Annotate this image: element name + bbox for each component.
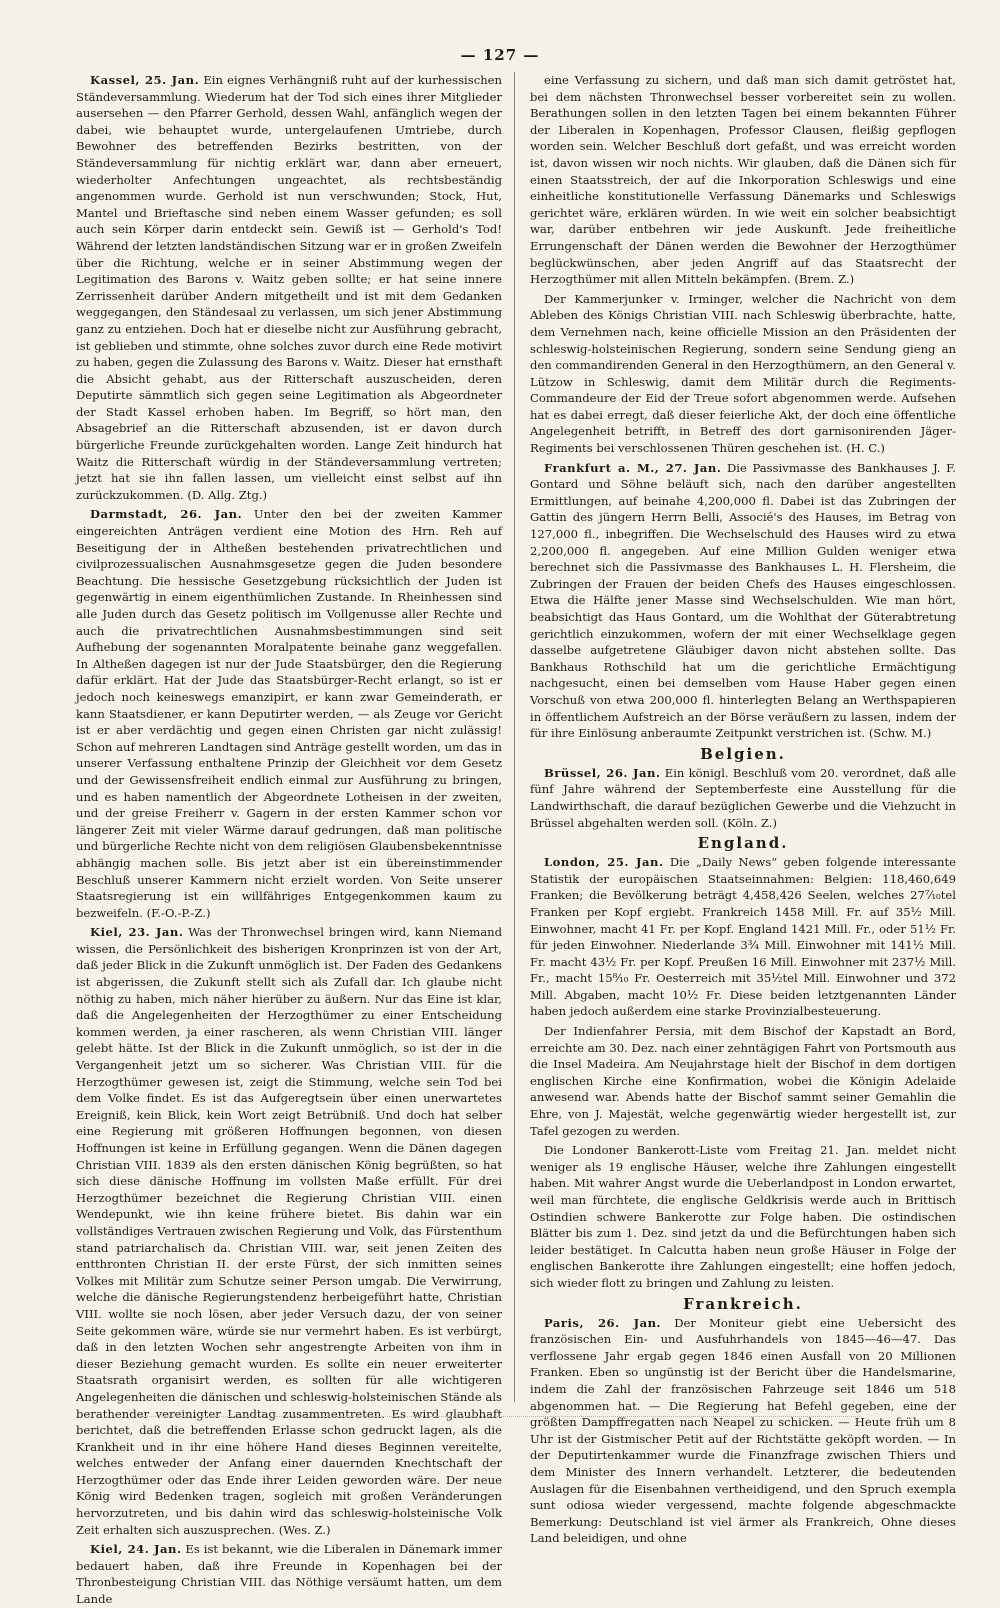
article-body: Der Indienfahrer Persia, mit dem Bischof der Kapstadt an Bord, erreichte am 30. Dez. nach einer zehntägigen Fahrt von Portsmouth aus die Insel Madeira. Am Neujahrstage hielt der Bischof in dem dortigen englischen Kirche eine Konfirmation, wobei die Königin Adelaide anwesend war. Abends hatte der Bischof sammt seiner Gemahlin die Ehre, von J. Majestät, welche gegenwärtig wieder hergestellt ist, zur Tafel gezogen zu werden. xyxy=(530,1024,956,1138)
section-heading: Frankreich. xyxy=(683,1294,803,1313)
article-body: Die Londoner Bankerott-Liste vom Freitag 21. Jan. meldet nicht weniger als 19 englische Häuser, welche ihre Zahlungen eingestellt haben. Mit wahrer Angst wurde die Ueberlandpost in London erwartet, weil man fürchtete, die englische Geldkrisis werde auch in Brittisch Ostindien schwere Bankerotte zur Folge haben. Die ostindischen Blätter bis zum 1. Dez. sind jetzt da und die Befürchtungen haben sich leider bestätiget. In Calcutta haben neun große Häuser in Folge der englischen Bankerotte ihre Zahlungen eingestellt; eine hoffen jedoch, sich wieder flott zu bringen und Zahlung zu leisten. xyxy=(530,1143,956,1290)
article-body: Der Kammerjunker v. Irminger, welcher die Nachricht von dem Ableben des Königs Christian VIII. nach Schleswig überbrachte, hatte, dem Vernehmen nach, keine officielle Mission an den Präsidenten der schleswig-holsteinischen Regierung, sondern seine Sendung gieng an den commandirenden General in den Herzogthümern, an den General v. Lützow in Schleswig, damit dem Militär durch die Regiments-Commandeure der Eid der Treue sofort abgenommen werde. Aufsehen hat es dabei erregt, daß dieser feierliche Akt, der doch eine öffentliche Angelegenheit betrifft, in Betreff des dort garnisonirenden Jäger-Regiments bei verschlossenen Thüren geschehen ist. (H. C.) xyxy=(530,291,956,456)
article-paragraph xyxy=(76,506,502,921)
article-paragraph xyxy=(530,1023,956,1139)
page-number: — 127 — xyxy=(460,46,540,64)
section-heading: England. xyxy=(697,834,789,853)
article-body: Ein königl. Beschluß vom 20. verordnet, daß alle fünf Jahre während der Septemberfeste eine Ausstellung für die Landwirthschaft, die darauf bezüglichen Gewerbe und die Viehzucht in Brüssel abgehalten werden soll. (Köln. Z.) xyxy=(530,765,956,830)
article-paragraph xyxy=(76,924,502,1538)
article-body: Was der Thronwechsel bringen wird, kann Niemand wissen, die Persönlichkeit des bisherigen Kronprinzen ist von der Art, daß jeder Blick in die Zukunft unmöglich ist. Der Faden des Gedankens ist abgerissen, die Zukunft stellt sich als Zufall dar. Ich glaube nicht nöthig zu haben, mich näher hierüber zu äußern. Nur das Eine ist klar, daß die Angelegenheiten der Herzogthümer zu einer Entscheidung kommen werden, ja einer rascheren, als wenn Christian VIII. länger gelebt hätte. Ist der Blick in die Zukunft unmöglich, so ist der in die Vergangenheit jetzt um so sicherer. Was Christian VIII. für die Herzogthümer gewesen ist, zeigt die Stimmung, welche sein Tod bei dem Volke findet. Es ist das Aufgeregtsein über einen unerwartetes Ereigniß, kein Blick, kein Wort zeigt Betrübniß. Und doch hat selber eine Regierung mit größeren Hoffnungen begonnen, von diesen Hoffnungen ist keine in Erfüllung gegangen. Wenn die Dänen dagegen Christian VIII. 1839 als den ersten dänischen König begrüßten, so hat sich diese dänische Hoffnung im vollsten Maße erfüllt. Für drei Herzogthümer bezeichnet die Regierung Christian VIII. einen Wendepunkt, wie ihn keine frühere bietet. Bis dahin war ein vollständiges Vertrauen zwischen Regierung und Volk, das Fürstenthum stand patriarchalisch da. Christian VIII. war, seit jenen Zeiten des entthronten Christian II. der erste Fürst, der sich inmitten seines Volkes mit Militär zum Schutze seiner Person umgab. Die Verwirrung, welche die dänische Regierungstendenz herbeigeführt hatte, Christian VIII. wollte sie noch lösen, aber jeder Versuch dazu, der von seiner Seite gekommen wäre, würde sie nur vermehrt haben. Es ist verbürgt, daß in den letzten Wochen sehr angestrengte Arbeiten von ihm in dieser Beziehung gemacht wurden. Es sollte ein neuer erweiterter Staatsrath organisirt werden, es sollten für alle wichtigeren Angelegenheiten die dänischen und schleswig-holsteinischen Stände als berathender vereinigter Landtag zusammentreten. Es wird glaubhaft berichtet, daß die betreffenden Erlasse schon gedruckt lagen, als die Krankheit und in ihr eine höhere Hand dieses Beginnen vereitelte, welches entweder der Anfang einer dauernden Knechtschaft der Herzogthümer oder das Ende ihrer Leiden geworden wäre. Der neue König wird Bedenken tragen, sogleich mit großen Veränderungen hervorzutreten, und bis dahin wird das schleswig-holsteinische Volk Zeit erhalten sich auszusprechen. (Wes. Z.) xyxy=(76,925,502,1537)
article-body: Die Passivmasse des Bankhauses J. F. Gontard und Söhne beläuft sich, nach den darüber angestellten Ermittlungen, auf beinahe 4,200,000 fl. Dabei ist das Zubringen der Gattin des jüngern Herrn Belli, Associé's des Hauses, im Betrag von 127,000 fl., inbegriffen. Die Wechselschuld des Hauses wird zu etwa 2,200,000 fl. angegeben. Auf eine Million Gulden weniger etwa berechnet sich die Passivmasse des Bankhauses L. H. Flersheim, die Zubringen der Frauen der beiden Chefs des Hauses eingeschlossen. Etwa die Hälfte jener Masse sind Wechselschulden. Wie man hört, beabsichtigt das Haus Gontard, um die Wohlthat der Güterabtretung gerichtlich einzukommen, wofern der mit einer Wechselklage gegen dasselbe aufgetretene Gläubiger davon nicht abstehen sollte. Das Bankhaus Rothschild hat um die gerichtliche Ermächtigung nachgesucht, einen bei demselben vom Hause Haber gegen einen Vorschuß von etwa 200,000 fl. hinterlegten Belang an Werthspapieren in öffentlichem Aufstreich an der Börse veräußern zu lassen, indem der für ihre Einlösung anberaumte Zeitpunkt verstrichen ist. (Schw. M.) xyxy=(530,460,956,741)
dateline: Paris, 26. Jan. xyxy=(544,1315,662,1330)
article-paragraph xyxy=(530,460,956,742)
article-body: Ein eignes Verhängniß ruht auf der kurhessischen Ständeversammlung. Wiederum hat der Tod sich eines ihrer Mitglieder ausersehen — den Pfarrer Gerhold, dessen Wahl, anfänglich wegen der dabei, wie behauptet wurde, untergelaufenen Umtriebe, durch Bewohner des betreffenden Bezirks bestritten, von der Ständeversammlung für nichtig erklärt war, dann aber erneuert, wiederholter Anfechtungen ungeachtet, als rechtsbeständig angenommen wurde. Gerhold ist nun verschwunden; Stock, Hut, Mantel und Brieftasche sind neben einem Wasser gefunden; es soll auch sein Körper darin entdeckt sein. Gewiß ist — Gerhold's Tod! Während der letzten landständischen Sitzung war er in großen Zweifeln über die Richtung, welche er in seiner Abstimmung wegen der Legitimation des Barons v. Waitz geben sollte; er hat seine innere Zerrissenheit darüber Andern mitgetheilt und ist mit dem Gedanken weggegangen, den Ständesaal zu verlassen, um sich jener Abstimmung ganz zu entziehen. Doch hat er dieselbe nicht zur Ausführung gebracht, ist geblieben und stimmte, ohne solches zuvor durch eine Rede motivirt zu haben, gegen die Zulassung des Barons v. Waitz. Dieser hat ernsthaft die Absicht gehabt, aus der Ritterschaft auszuscheiden, deren Deputirte sämmtlich sich gegen seine Legitimation als Abgeordneter der Stadt Kassel erhoben haben. Im Begriff, so hört man, den Absagebrief an die Ritterschaft abzusenden, ist er davon durch bürgerliche Freunde zurückgehalten worden. Lange Zeit hindurch hat Waitz die Ritterschaft würdig in der Ständeversammlung vertreten; jetzt hat sie ihn fallen lassen, um vielleicht einst selbst auf ihn zurückzukommen. (D. Allg. Ztg.) xyxy=(76,73,502,502)
dateline: Darmstadt, 26. Jan. xyxy=(90,507,243,522)
left-column xyxy=(76,72,503,1607)
footer-rule xyxy=(140,1416,860,1427)
dateline: Kassel, 25. Jan. xyxy=(90,73,200,87)
dateline: London, 25. Jan. xyxy=(544,855,664,870)
column-divider xyxy=(514,72,515,1402)
article-paragraph xyxy=(530,72,956,288)
right-column xyxy=(530,72,957,1546)
dateline: Frankfurt a. M., 27. Jan. xyxy=(544,460,722,475)
dateline: Kiel, 24. Jan. xyxy=(90,1542,182,1557)
article-paragraph xyxy=(530,291,956,457)
dateline: Kiel, 23. Jan. xyxy=(90,925,184,940)
dateline: Brüssel, 26. Jan. xyxy=(544,765,661,780)
article-paragraph xyxy=(530,854,956,1020)
article-body: Die „Daily News“ geben folgende interessante Statistik der europäischen Staatseinnahmen: Belgien: 118,460,649 Franken; die Bevölkerung beträgt 4,458,426 Seelen, welches 27⁷⁄₁₀tel Franken per Kopf ergiebt. Frankreich 1458 Mill. Fr. auf 35¹⁄₂ Mill. Einwohner, macht 41 Fr. per Kopf. England 1421 Mill. Fr., oder 51¹⁄₂ Fr. für jeden Einwohner. Niederlande 3³⁄₄ Mill. Einwohner mit 141¹⁄₂ Mill. Fr. macht 43¹⁄₂ Fr. per Kopf. Preußen 16 Mill. Einwohner mit 237¹⁄₂ Mill. Fr., macht 15⁸⁄₁₀ Fr. Oesterreich mit 35¹⁄₂tel Mill. Einwohner und 372 Mill. Abgaben, macht 10¹⁄₂ Fr. Diese beiden letztgenannten Länder haben jedoch außerdem eine starke Provinzialbesteuerung. xyxy=(530,855,957,1019)
article-body: Der Moniteur giebt eine Uebersicht des französischen Ein- und Ausfuhrhandels von 1845—46—47. Das verflossene Jahr ergab gegen 1846 einen Ausfall von 20 Millionen Franken. Eben so ungünstig ist der Bericht über die Handelsmarine, indem die Zahl der französischen Fahrzeuge seit 1846 um 518 abgenommen hat. — Die Regierung hat Befehl gegeben, eine der größten Dampffregatten nach Neapel zu schicken. — Heute früh um 8 Uhr ist der Gistmischer Petit auf der Richtstätte geköpft worden. — In der Deputirtenkammer wurde die Finanzfrage zwischen Thiers und dem Minister des Innern verhandelt. Letzterer, die bedeutenden Auslagen für die Eisenbahnen vertheidigend, und den Spruch exempla sunt odiosa wieder vergessend, machte folgende abgeschmackte Bemerkung: Deutschland ist viel ärmer als Frankreich, Ohne dieses Land beleidigen, und ohne xyxy=(530,1315,956,1546)
article-body: Es ist bekannt, wie die Liberalen in Dänemark immer bedauert haben, daß ihre Freunde in Kopenhagen bei der Thronbesteigung Christian VIII. das Nöthige versäumt hatten, um dem Lande xyxy=(76,1542,502,1607)
article-paragraph xyxy=(530,765,956,831)
columns xyxy=(76,72,957,1607)
article-paragraph xyxy=(530,1315,956,1547)
article-paragraph xyxy=(76,72,502,503)
article-body: Unter den bei der zweiten Kammer eingereichten Anträgen verdient eine Motion des Hrn. Reh auf Beseitigung der in Altheßen bestehenden privatrechtlichen und civilprozessualischen Ausnahmsgesetze gegen die Juden besondere Beachtung. Die hessische Gesetzgebung rücksichtlich der Juden ist gegenwärtig in einem eigenthümlichen Zustande. In Rheinhessen sind alle Juden durch das Gesetz politisch im Vollgenusse aller Rechte und auch die privatrechtlichen Ausnahmsbestimmungen sind seit Aufhebung der sogenannten Moralpatente beinahe ganz weggefallen. In Altheßen dagegen ist nur der Jude Staatsbürger, den die Regierung dafür erklärt. Hat der Jude das Staatsbürger-Recht erlangt, so ist er jedoch noch keineswegs emanzipirt, er kann zwar Gemeinderath, er kann Staatsdiener, er kann Deputirter werden, — als Zeuge vor Gericht ist er aber verdächtig und gegen einen Christen gar nicht zulässig! Schon auf mehreren Landtagen sind Anträge gestellt worden, um das in unserer Verfassung enthaltene Prinzip der Gleichheit vor dem Gesetz und der Gewissensfreiheit endlich einmal zur Ausführung zu bringen, und es haben namentlich der Abgeordnete Lotheisen in der zweiten, und der greise Freiherr v. Gagern in der ersten Kammer schon vor längerer Zeit mit vieler Wärme darauf gedrungen, daß man politische und bürgerliche Rechte nicht von dem religiösen Glaubensbekenntnisse abhängig machen solle. Bis jetzt aber ist ein übereinstimmender Beschluß unserer Kammern nicht erzielt worden. Von Seite unserer Staatsregierung ist ein willfähriges Entgegenkommen kaum zu bezweifeln. (F.-O.-P.-Z.) xyxy=(76,507,503,920)
article-body: eine Verfassung zu sichern, und daß man sich damit getröstet hat, bei dem nächsten Thronwechsel besser vorbereitet sein zu wollen. Berathungen sollen in den letzten Tagen bei einem bekannten Führer der Liberalen in Kopenhagen, Professor Clausen, fleißig gepflogen worden sein. Welcher Beschluß dort gefaßt, und was erreicht worden ist, davon wissen wir noch nichts. Wir glauben, daß die Dänen sich für einen Staatsstreich, der auf die Inkorporation Schleswigs und eine einheitliche konstitutionelle Verfassung Dänemarks und Schleswigs gerichtet wäre, erklären würden. In wie weit ein solcher beabsichtigt war, darüber entbehren wir jede Auskunft. Jede freiheitliche Errungenschaft der Dänen werden die Bewohner der Herzogthümer beglückwünschen, aber jeden Angriff auf das Staatsrecht der Herzogthümer mit allen Mitteln bekämpfen. (Brem. Z.) xyxy=(530,73,956,287)
article-paragraph xyxy=(76,1541,502,1607)
section-heading: Belgien. xyxy=(700,744,786,763)
article-paragraph xyxy=(530,1142,956,1291)
